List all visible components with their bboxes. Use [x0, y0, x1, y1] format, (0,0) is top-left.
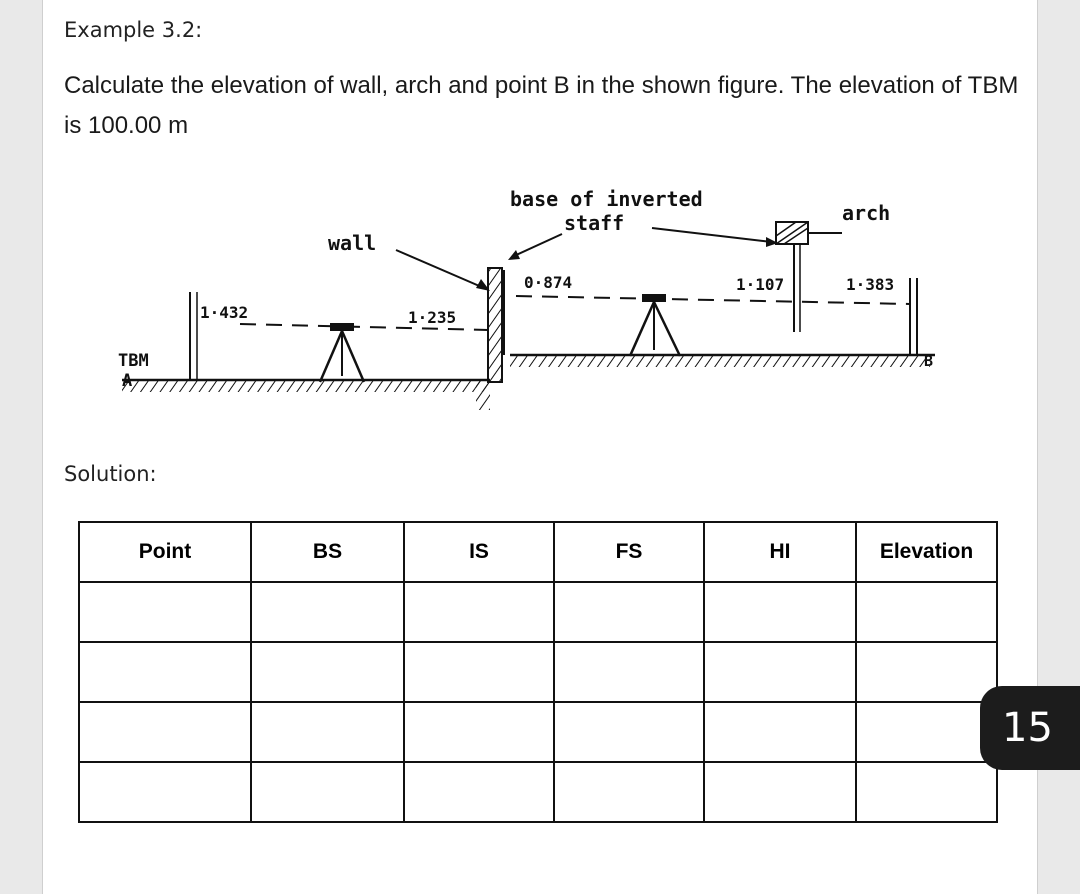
table-cell [251, 762, 404, 822]
header-point: Point [79, 522, 251, 582]
table-cell [79, 762, 251, 822]
staff-b [910, 278, 917, 355]
reading-b-label: 1·383 [846, 275, 895, 294]
table-cell [704, 762, 856, 822]
table-cell [704, 702, 856, 762]
lower-ground [122, 380, 490, 410]
line-of-sight-2 [516, 296, 910, 304]
wall-arrow [396, 250, 490, 291]
solution-label: Solution: [64, 462, 157, 486]
solution-table [78, 521, 998, 823]
wall-label: wall [328, 231, 377, 255]
reading-inverted-label: 0·874 [524, 273, 573, 292]
problem-statement: Calculate the elevation of wall, arch and point B in the shown figure. The elevation of TBM is 100.00 m [64, 72, 1019, 139]
point-b-label: B [924, 352, 934, 370]
table-cell [404, 642, 554, 702]
table-cell [856, 762, 997, 822]
table-cell [704, 642, 856, 702]
table-cell [251, 582, 404, 642]
table-cell [554, 702, 704, 762]
table-cell [856, 702, 997, 762]
upper-ground [510, 355, 935, 367]
inverted-staff-label-2: staff [564, 211, 625, 235]
table-cell [404, 762, 554, 822]
table-cell [704, 582, 856, 642]
table-cell [856, 582, 997, 642]
table-cell [404, 582, 554, 642]
inverted-staff-arrow [508, 228, 778, 260]
table-cell [554, 642, 704, 702]
inverted-staff-label-1: base of inverted [510, 187, 703, 211]
table-row [79, 762, 997, 822]
header-is: IS [404, 522, 554, 582]
level-instrument-1 [320, 323, 364, 382]
reading-a-label: 1·432 [200, 303, 249, 322]
header-elevation: Elevation [856, 522, 997, 582]
level-instrument-2 [630, 294, 680, 356]
header-bs: BS [251, 522, 404, 582]
reading-wall-label: 1·235 [408, 308, 457, 327]
table-cell [79, 642, 251, 702]
leveling-figure [100, 170, 960, 420]
table-cell [404, 702, 554, 762]
table-cell [79, 702, 251, 762]
page-number-badge: 15 [980, 686, 1080, 770]
table-cell [554, 762, 704, 822]
arch-shape [776, 222, 842, 332]
reading-arch-label: 1·107 [736, 275, 785, 294]
table-header-row [79, 522, 997, 582]
wall-shape [488, 268, 504, 382]
example-heading: Example 3.2: [64, 18, 203, 42]
table-row [79, 582, 997, 642]
table-cell [251, 642, 404, 702]
staff-a [190, 292, 197, 380]
table-cell [554, 582, 704, 642]
point-a-label: A [122, 371, 133, 391]
header-hi: HI [704, 522, 856, 582]
header-fs: FS [554, 522, 704, 582]
tbm-label: TBM [118, 351, 149, 371]
table-cell [251, 702, 404, 762]
table-row [79, 702, 997, 762]
table-cell [856, 642, 997, 702]
table-row [79, 642, 997, 702]
arch-label: arch [842, 201, 891, 225]
table-cell [79, 582, 251, 642]
